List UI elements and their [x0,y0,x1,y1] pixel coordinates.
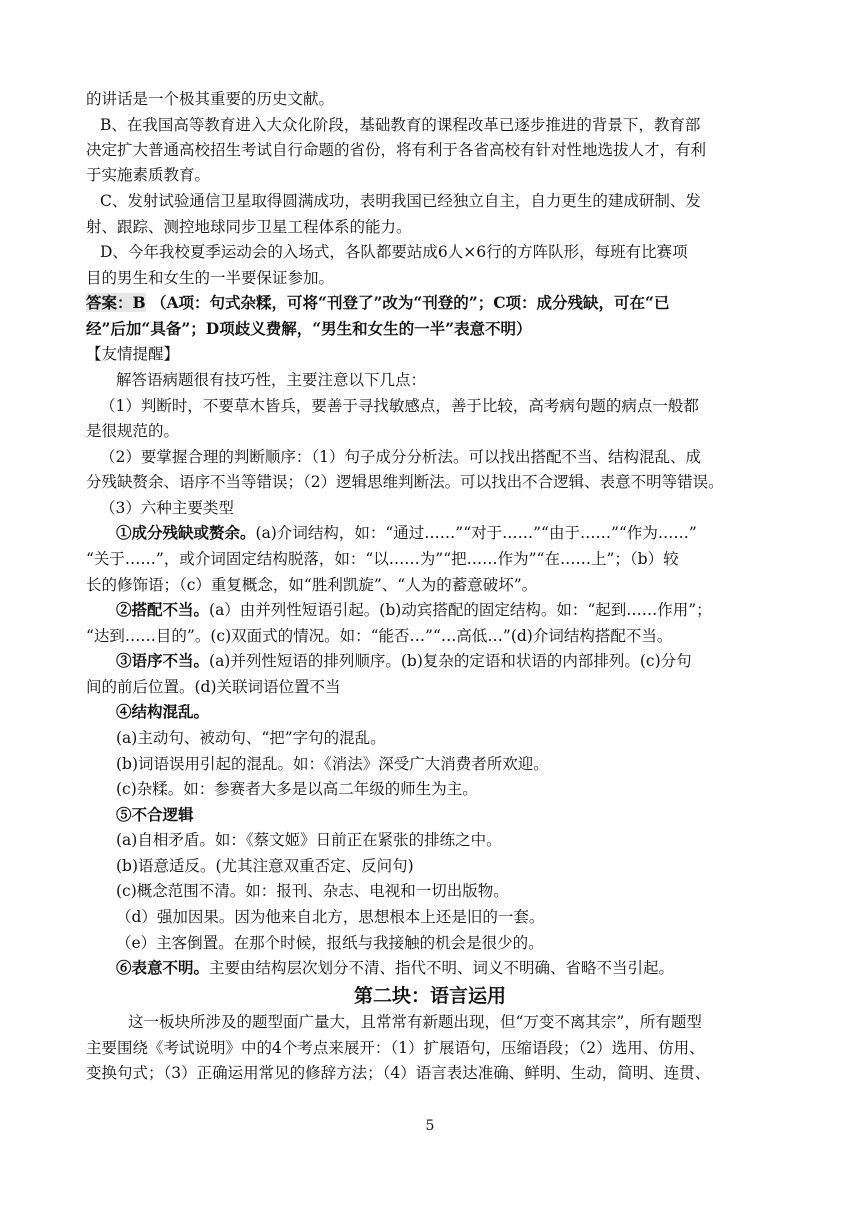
type-2-line [116,599,816,621]
text-line: “关于……”，或介词固定结构脱落，如：“以……为”“把……作为”“在……上”；（b）较 [86,550,679,568]
text-line: （e）主客倒置。在那个时候，报纸与我接触的机会是很少的。 [116,934,544,952]
text-line: （2）要掌握合理的判断顺序：（1）句子成分分析法。可以找出搭配不当、结构混乱、成 [100,448,701,466]
answer-explanation-cont: 经”后加“具备”；D项歧义费解，“男生和女生的一半”表意不明） [86,319,532,338]
option-d-line: D、今年我校夏季运动会的入场式，各队都要站成6人×6行的方阵队形，每班有比赛项 [100,243,688,261]
type-2-text: (a）由并列性短语引起。(b)动宾搭配的固定结构。如：“起到……作用”； [209,601,712,619]
type-6-text: 主要由结构层次划分不清、指代不明、词义不明确、省略不当引起。 [209,959,675,977]
answer-explanation: （A项：句式杂糅，可将“刊登了”改为“刊登的”；C项：成分残缺，可在“已 [151,293,670,312]
text-line: (c)杂糅。如：参赛者大多是以高二年级的师生为主。 [116,780,478,798]
type-6-title: ⑥表意不明。 [116,958,210,977]
text-line: “达到……目的”。(c)双面式的情况。如：“能否…”“…高低…”(d)介词结构搭配不当。 [86,627,673,645]
text-line: 变换句式；（3）正确运用常见的修辞方法；（4）语言表达准确、鲜明、生动，简明、连贯、 [86,1064,711,1082]
type-5-title: ⑤不合逻辑 [116,805,194,824]
page-number: 5 [425,1118,435,1134]
text-line: (c)概念范围不清。如：报刊、杂志、电视和一切出版物。 [116,882,509,900]
option-b-line: B、在我国高等教育进入大众化阶段，基础教育的课程改革已逐步推进的背景下，教育部 [100,116,701,134]
type-1-title: ①成分残缺或赘余。 [116,523,256,542]
text-line: 间的前后位置。(d)关联词语位置不当 [86,678,341,696]
text-line: 于实施素质教育。 [86,166,211,184]
type-1-line [116,522,816,544]
type-4-title: ④结构混乱。 [116,702,210,721]
text-line: 射、跟踪、测控地球同步卫星工程体系的能力。 [86,218,412,236]
option-c-line: C、发射试验通信卫星取得圆满成功，表明我国已经独立自主，自力更生的建成研制、发 [100,192,701,210]
type-3-text: (a)并列性短语的排列顺序。(b)复杂的定语和状语的内部排列。(c)分句 [209,652,692,670]
text-line: 分残缺赘余、语序不当等错误；（2）逻辑思维判断法。可以找出不合逻辑、表意不明等错误。 [86,473,724,491]
text-line: (a)自相矛盾。如：《蔡文姬》日前正在紧张的排练之中。 [116,831,502,849]
text-line: 目的男生和女生的一半要保证参加。 [86,269,335,287]
text-line: (b)词语误用引起的混乱。如：《消法》深受广大消费者所欢迎。 [116,755,549,773]
tips-heading: 【友情提醒】 [86,345,180,363]
text-line: （d）强加因果。因为他来自北方，思想根本上还是旧的一套。 [116,908,545,926]
text-line: 是很规范的。 [86,422,180,440]
section-heading: 第二块：语言运用 [353,985,506,1007]
answer-label: 答案：B [86,293,146,312]
text-line: （3）六种主要类型 [100,499,234,517]
text-line: 主要围绕《考试说明》中的4个考点来展开：（1）扩展语句，压缩语段；（2）选用、仿用、 [86,1039,705,1057]
text-line: 这一板块所涉及的题型面广量大，且常常有新题出现，但“万变不离其宗”，所有题型 [128,1013,702,1031]
text-line: 决定扩大普通高校招生考试自行命题的省份，将有利于各省高校有针对性地选拔人才，有利 [86,141,707,159]
type-3-line [116,650,816,672]
text-line: （1）判断时，不要草木皆兵，要善于寻找敏感点，善于比较，高考病句题的病点一般都 [100,397,699,415]
type-1-text: (a)介词结构，如：“通过……”“对于……”“由于……”“作为……” [255,524,697,542]
type-2-title: ②搭配不当。 [116,600,210,619]
text-line: 的讲话是一个极其重要的历史文献。 [86,90,335,108]
text-line: 解答语病题很有技巧性，主要注意以下几点： [116,371,427,389]
answer-line [86,292,786,314]
type-3-title: ③语序不当。 [116,651,210,670]
text-line: 长的修饰语；（c）重复概念，如“胜利凯旋”、“人为的蓄意破坏”。 [86,576,538,594]
text-line: (a)主动句、被动句、“把”字句的混乱。 [116,729,386,747]
type-6-line [116,957,816,979]
text-line: (b)语意适反。(尤其注意双重否定、反问句) [116,857,414,875]
